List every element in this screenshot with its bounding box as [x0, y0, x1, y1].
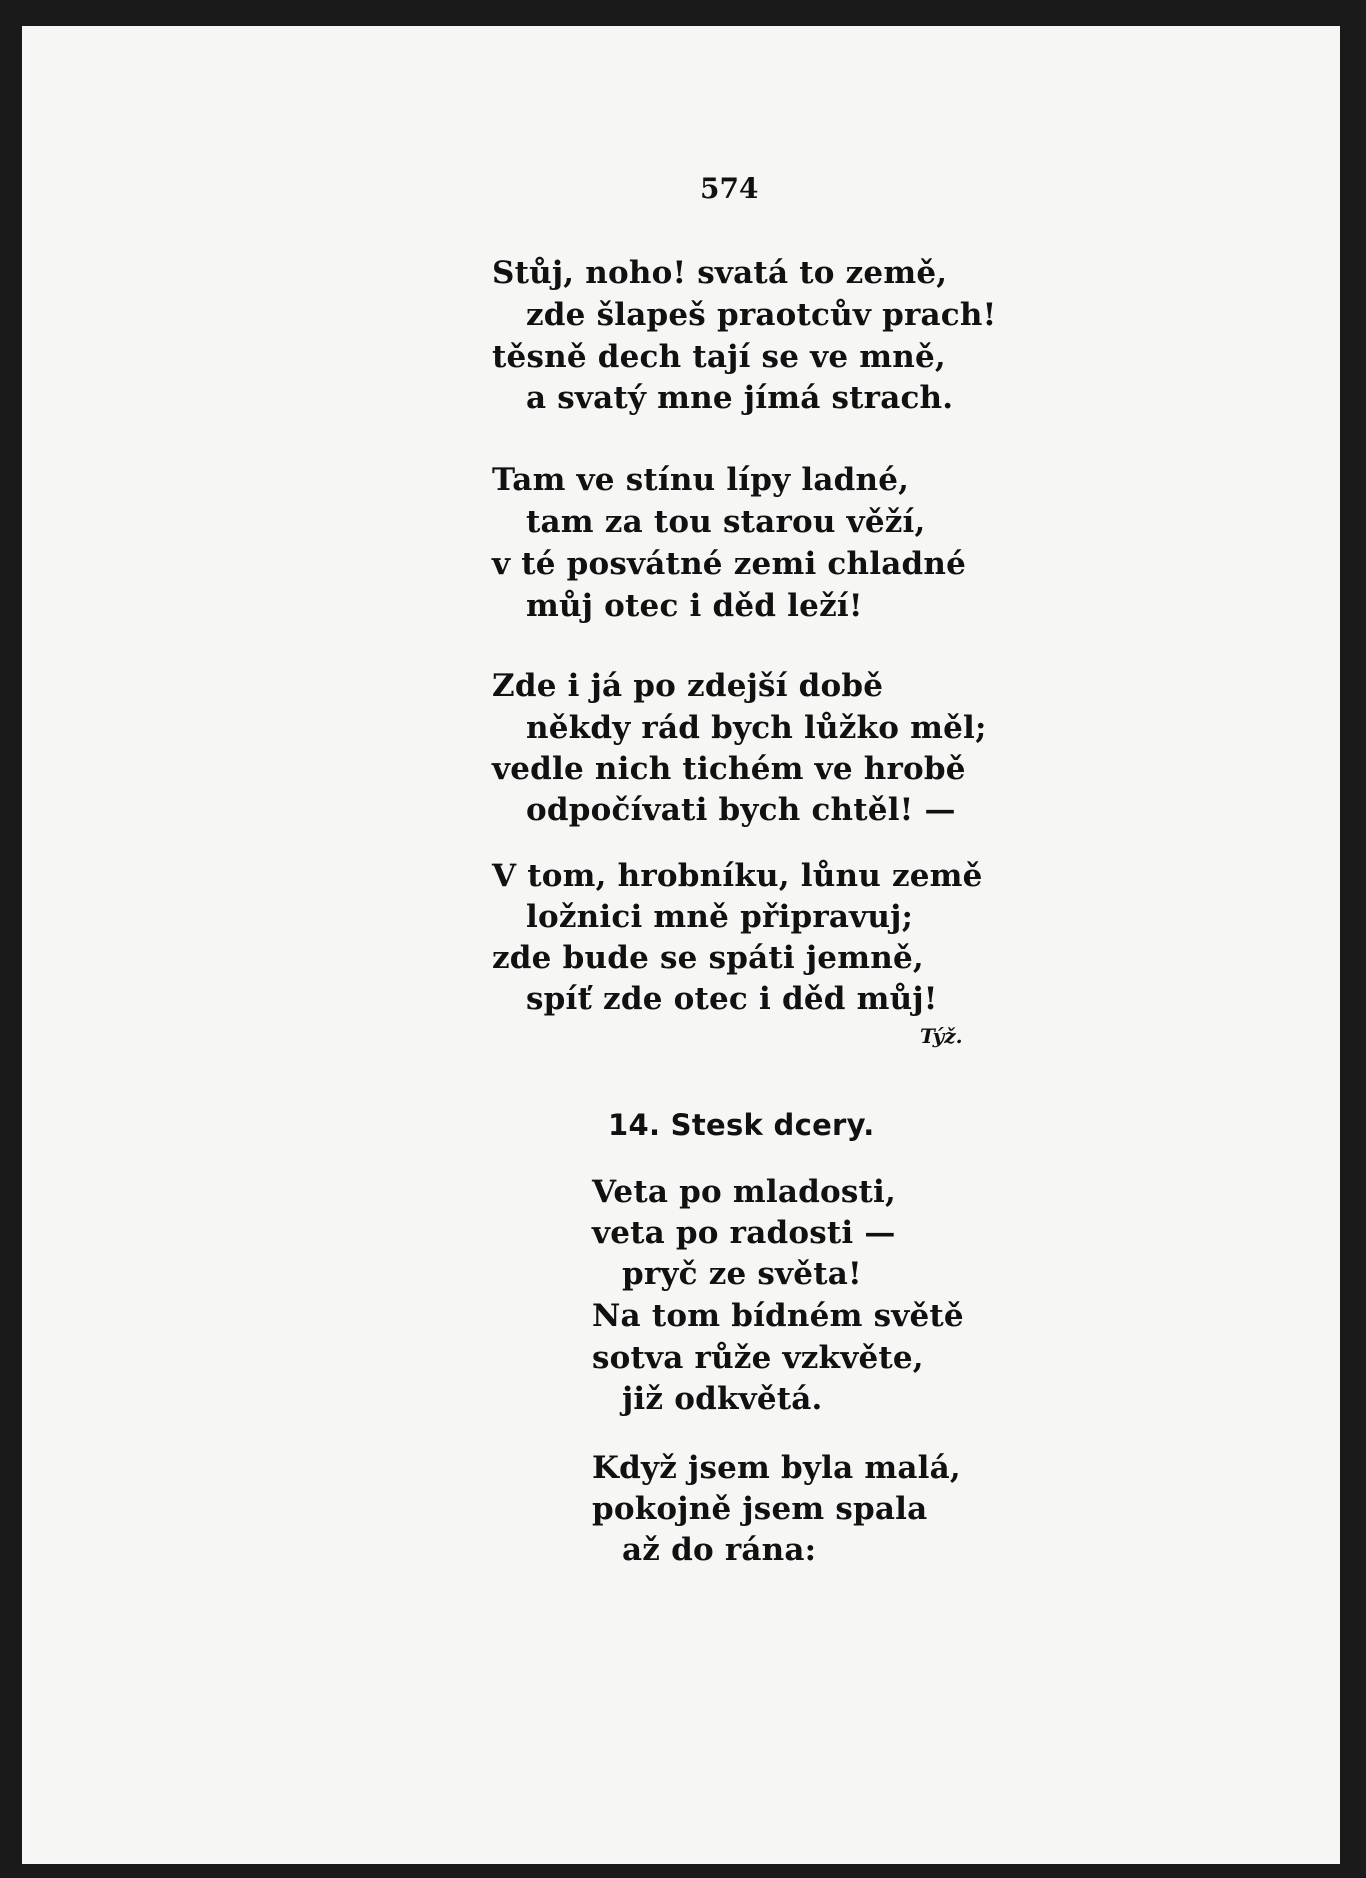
poem-line: někdy rád bych lůžko měl; — [526, 710, 987, 746]
poem-line: pokojně jsem spala — [592, 1491, 928, 1527]
poem-line: a svatý mne jímá strach. — [526, 380, 954, 416]
poem-line: spíť zde otec i děd můj! — [526, 981, 938, 1017]
poem-line: sotva růže vzkvěte, — [592, 1340, 924, 1376]
poem-line: zde bude se spáti jemně, — [492, 940, 924, 976]
poem-line: pryč ze světa! — [622, 1256, 862, 1292]
poem-line: můj otec i děd leží! — [526, 588, 863, 624]
poem-line: V tom, hrobníku, lůnu země — [492, 858, 983, 894]
poem-line: veta po radosti — — [592, 1215, 896, 1251]
poem-line: až do rána: — [622, 1532, 817, 1568]
poem-line: Tam ve stínu lípy ladné, — [492, 462, 910, 498]
poem-line: ložnici mně připravuj; — [526, 899, 914, 935]
poem-line: Na tom bídném světě — [592, 1298, 964, 1334]
poem-line: zde šlapeš praotcův prach! — [526, 297, 997, 333]
poem-title: 14. Stesk dcery. — [608, 1108, 875, 1142]
poem-line: Zde i já po zdejší době — [492, 668, 884, 704]
poem-line: těsně dech tají se ve mně, — [492, 339, 946, 375]
poem-line: již odkvětá. — [622, 1381, 823, 1417]
page-number: 574 — [700, 172, 759, 205]
poem-line: tam za tou starou věží, — [526, 504, 926, 540]
poem-line: v té posvátné zemi chladné — [492, 546, 967, 582]
poem-line: Veta po mladosti, — [592, 1174, 897, 1210]
poem-line: vedle nich tichém ve hrobě — [492, 751, 966, 787]
poem-line: Když jsem byla malá, — [592, 1450, 961, 1486]
poem-line: odpočívati bych chtěl! — — [526, 792, 956, 828]
poem-line: Stůj, noho! svatá to země, — [492, 255, 948, 291]
attribution: Týž. — [920, 1024, 963, 1048]
